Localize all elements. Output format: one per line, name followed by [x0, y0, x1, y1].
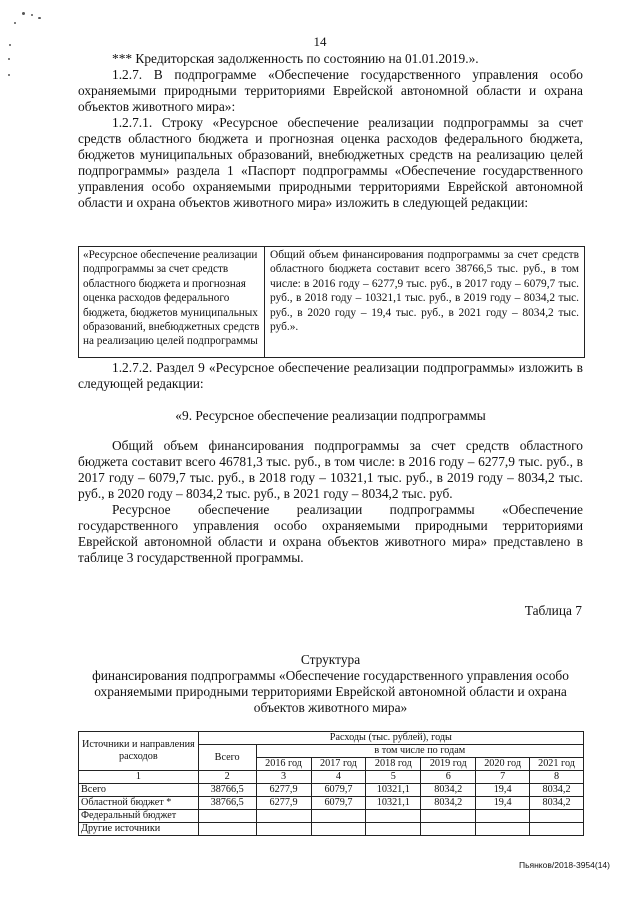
- section-9-title: «9. Ресурсное обеспечение реализации подпрограммы: [175, 408, 486, 423]
- table-cell: 6277,9: [256, 797, 311, 810]
- table-cell: 8034,2: [421, 797, 476, 810]
- column-number: 4: [311, 771, 366, 784]
- column-number: 7: [476, 771, 530, 784]
- header-year: 2020 год: [476, 758, 530, 771]
- header-by-years: в том числе по годам: [256, 745, 583, 758]
- table-cell: 6079,7: [311, 797, 366, 810]
- column-number-row: [79, 771, 584, 784]
- table-cell: 6277,9: [256, 784, 311, 797]
- column-number: 3: [256, 771, 311, 784]
- table-cell: 19,4: [476, 797, 530, 810]
- table-cell: [421, 810, 476, 823]
- table-cell: 6079,7: [311, 784, 366, 797]
- table-cell: [198, 823, 256, 836]
- table-row: [79, 810, 584, 823]
- header-year: 2016 год: [256, 758, 311, 771]
- header-year: 2021 год: [530, 758, 584, 771]
- row-label: Федеральный бюджет: [79, 810, 199, 823]
- paragraph-1-2-7: 1.2.7. В подпрограмме «Обеспечение государственного управления особо охраняемыми природными территориями Еврейской автономной области и охрана объектов животного мира»:: [78, 67, 583, 114]
- table-cell: [311, 823, 366, 836]
- paragraph-1-2-7-1: 1.2.7.1. Строку «Ресурсное обеспечение реализации подпрограммы за счет средств областного бюджета и прогнозная оценка расходов федерального бюджета, бюджетов муниципальных образований, внебюджетных средств на реализацию целей подпрограммы» раздела 1 «Паспорт подпрограммы «Обеспечение государственного управления особо охраняемыми природными территориями Еврейской автономной области и охрана объектов животного мира» изложить в следующей редакции:: [78, 115, 583, 210]
- table-cell: 8034,2: [530, 797, 584, 810]
- table-row: [79, 784, 584, 797]
- column-number: 2: [198, 771, 256, 784]
- table-cell: [366, 810, 421, 823]
- paragraph-footnote: *** Кредиторская задолженность по состоянию на 01.01.2019.».: [112, 51, 479, 66]
- paragraph-total-funding: Общий объем финансирования подпрограммы за счет средств областного бюджета составит всего 46781,3 тыс. руб., в том числе: в 2016 году – 6277,9 тыс. руб., в 2017 году – 6079,7 тыс. руб., в 2018 году – 10321,1 тыс. руб., в 2019 году – 8034,2 тыс. руб., в 2020 году – 8034,2 тыс. руб., в 2021 году – 8034,2 тыс. руб.: [78, 438, 583, 501]
- table-cell: 10321,1: [366, 797, 421, 810]
- row-label: Другие источники: [79, 823, 199, 836]
- page-number: 14: [313, 34, 327, 49]
- table-cell: [476, 810, 530, 823]
- structure-subtitle: финансирования подпрограммы «Обеспечение государственного управления особо охраняемыми природными территориями Еврейской автономной области и охрана объектов животного мира»: [92, 668, 569, 715]
- table-cell: 38766,5: [198, 797, 256, 810]
- table-cell: [421, 823, 476, 836]
- intro-text: [78, 51, 583, 211]
- passport-row-value: Общий объем финансирования подпрограммы за счет средств областного бюджета составит всего 38766,5 тыс. руб., в том числе: в 2016 году – 6277,9 тыс. руб., в 2017 году – 6079,7 тыс. руб., в 2018 году – 10321,1 тыс. руб., в 2019 году – 8034,2 тыс. руб., в 2020 году – 19,4 тыс. руб., в 2021 году – 8034,2 тыс. руб.».: [270, 249, 579, 334]
- header-year: 2018 год: [366, 758, 421, 771]
- table-cell: [530, 823, 584, 836]
- table-cell: 10321,1: [366, 784, 421, 797]
- row-label: Областной бюджет *: [79, 797, 199, 810]
- table-cell: 8034,2: [530, 784, 584, 797]
- row-label: Всего: [79, 784, 199, 797]
- table-row: [79, 823, 584, 836]
- table-cell: [198, 810, 256, 823]
- passport-row-box: [78, 246, 585, 358]
- financing-table: [78, 731, 584, 836]
- table-cell: [311, 810, 366, 823]
- structure-heading-block: [78, 652, 583, 716]
- table-cell: 8034,2: [421, 784, 476, 797]
- table-cell: 19,4: [476, 784, 530, 797]
- paragraph-1-2-7-2: 1.2.7.2. Раздел 9 «Ресурсное обеспечение реализации подпрограммы» изложить в следующей редакции:: [78, 360, 583, 391]
- table-cell: [256, 810, 311, 823]
- header-sources: Источники и направления расходов: [79, 732, 199, 771]
- header-total: Всего: [198, 745, 256, 771]
- column-number: 6: [421, 771, 476, 784]
- table-cell: [530, 810, 584, 823]
- table-row: [79, 797, 584, 810]
- section-body: [78, 438, 583, 566]
- column-number: 8: [530, 771, 584, 784]
- footer-code: Пьянков/2018-3954(14): [518, 860, 610, 870]
- table-cell: [366, 823, 421, 836]
- header-expenses: Расходы (тыс. рублей), годы: [198, 732, 583, 745]
- header-year: 2019 год: [421, 758, 476, 771]
- column-number: 1: [79, 771, 199, 784]
- passport-row-label: «Ресурсное обеспечение реализации подпрограммы за счет средств областного бюджета и прогнозная оценка расходов федерального бюджета, бюджетов муниципальных образований, внебюджетных средств на реализацию целей подпрограммы: [79, 247, 265, 357]
- section-intro: [78, 360, 583, 392]
- paragraph-resource: Ресурсное обеспечение реализации подпрограммы «Обеспечение государственного управления особо охраняемыми природными территориями Еврейской автономной области и охрана объектов животного мира» представлено в таблице 3 государственной программы.: [78, 502, 583, 565]
- table-label: Таблица 7: [524, 603, 582, 618]
- header-year: 2017 год: [311, 758, 366, 771]
- table-cell: 38766,5: [198, 784, 256, 797]
- structure-heading: Структура: [300, 652, 361, 667]
- column-number: 5: [366, 771, 421, 784]
- table-cell: [256, 823, 311, 836]
- table-cell: [476, 823, 530, 836]
